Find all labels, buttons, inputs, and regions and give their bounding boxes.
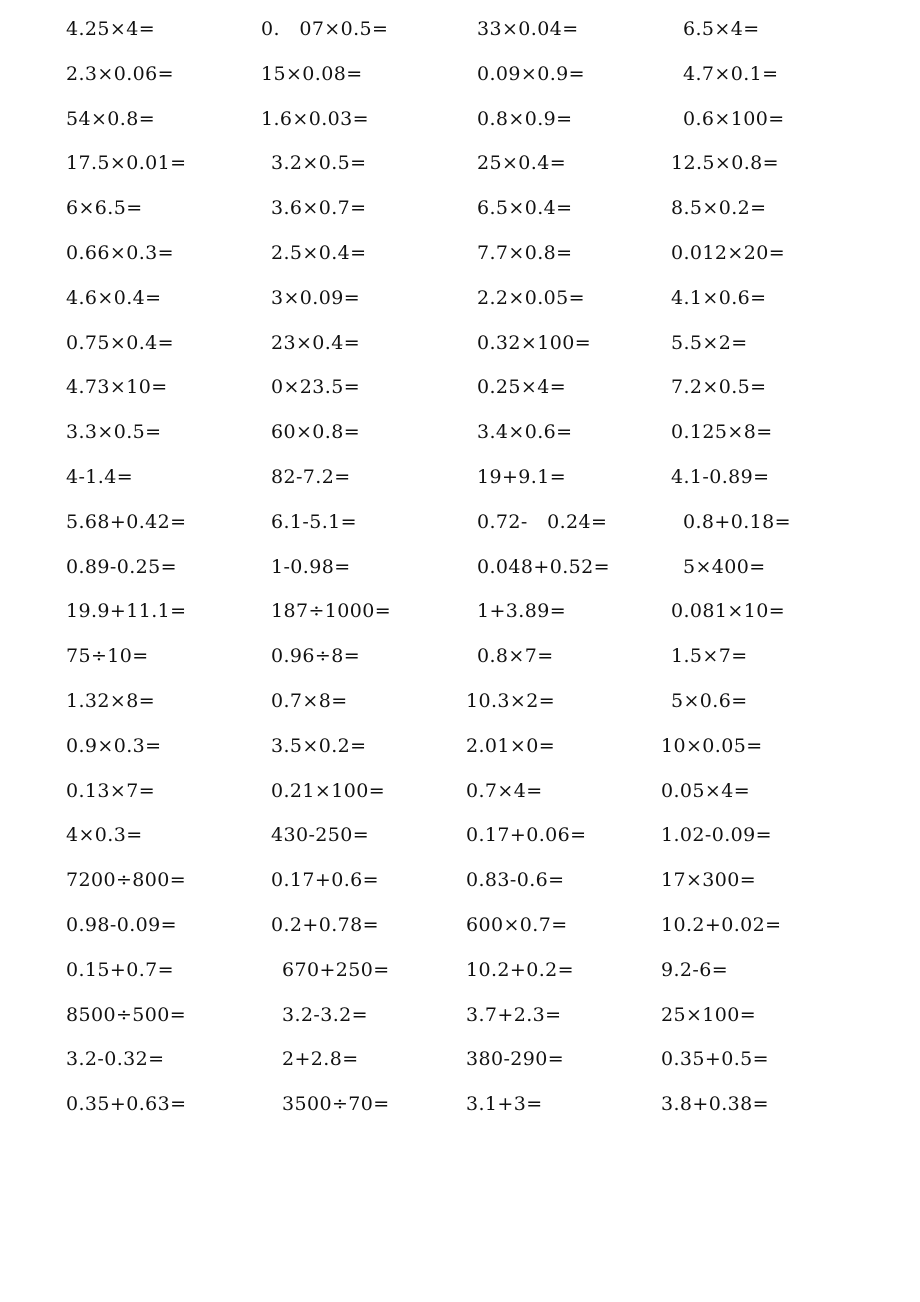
problem-row [0,59,920,89]
arithmetic-problem: 3.5×0.2= [271,734,367,757]
arithmetic-problem: 0.7×4= [466,779,543,802]
arithmetic-problem: 6.1-5.1= [271,510,357,533]
arithmetic-problem: 3.2-3.2= [282,1003,368,1026]
problem-row [0,910,920,940]
arithmetic-problem: 1.6×0.03= [261,107,369,130]
arithmetic-problem: 0.72- 0.24= [477,510,608,533]
arithmetic-problem: 0.15+0.7= [66,958,174,981]
arithmetic-problem: 3.6×0.7= [271,197,367,220]
problem-row [0,238,920,268]
arithmetic-problem: 3.7+2.3= [466,1003,562,1026]
arithmetic-problem: 187÷1000= [271,600,392,623]
arithmetic-problem: 10.2+0.02= [661,914,782,936]
arithmetic-problem: 2.5×0.4= [271,242,367,264]
arithmetic-problem: 5×400= [683,555,766,578]
problem-row [0,283,920,313]
arithmetic-problem: 0.83-0.6= [466,869,565,892]
arithmetic-problem: 4.7×0.1= [683,62,779,85]
arithmetic-problem: 82-7.2= [271,466,351,488]
arithmetic-problem: 0.012×20= [671,242,786,264]
arithmetic-problem: 4-1.4= [66,466,134,488]
arithmetic-problem: 380-290= [466,1048,565,1071]
arithmetic-problem: 600×0.7= [466,914,568,936]
arithmetic-problem: 0.09×0.9= [477,62,585,85]
arithmetic-problem: 0.7×8= [271,690,348,712]
arithmetic-problem: 4.73×10= [66,376,168,399]
arithmetic-problem: 10×0.05= [661,734,763,757]
arithmetic-problem: 1.32×8= [66,690,156,712]
problem-row [0,14,920,44]
arithmetic-problem: 5.68+0.42= [66,510,187,533]
arithmetic-problem: 3.2×0.5= [271,152,367,175]
problem-row [0,372,920,402]
arithmetic-problem: 3.1+3= [466,1093,543,1116]
problem-row [0,776,920,806]
arithmetic-problem: 2.2×0.05= [477,286,585,309]
arithmetic-problem: 6.5×0.4= [477,197,573,220]
arithmetic-problem: 7.7×0.8= [477,242,573,264]
arithmetic-problem: 10.3×2= [466,690,556,712]
arithmetic-problem: 5.5×2= [671,331,748,354]
arithmetic-problem: 670+250= [282,958,390,981]
arithmetic-problem: 60×0.8= [271,421,361,444]
problem-row [0,1000,920,1030]
problem-row [0,507,920,537]
arithmetic-problem: 0.8×0.9= [477,107,573,130]
arithmetic-problem: 0.125×8= [671,421,773,444]
arithmetic-problem: 1+3.89= [477,600,567,623]
arithmetic-problem: 0.98-0.09= [66,914,177,936]
problem-row [0,552,920,582]
arithmetic-problem: 4.1×0.6= [671,286,767,309]
arithmetic-problem: 7.2×0.5= [671,376,767,399]
arithmetic-problem: 6.5×4= [683,18,760,40]
arithmetic-problem: 33×0.04= [477,18,579,40]
arithmetic-problem: 0.66×0.3= [66,242,174,264]
problem-row [0,462,920,492]
arithmetic-problem: 0×23.5= [271,376,361,399]
arithmetic-problem: 0.96÷8= [271,645,361,668]
arithmetic-problem: 23×0.4= [271,331,361,354]
arithmetic-problem: 2+2.8= [282,1048,359,1071]
arithmetic-problem: 19+9.1= [477,466,567,488]
problem-row [0,193,920,223]
arithmetic-problem: 75÷10= [66,645,149,668]
problem-row [0,731,920,761]
arithmetic-problem: 0.8+0.18= [683,510,791,533]
arithmetic-problem: 1.02-0.09= [661,824,772,847]
problem-row [0,417,920,447]
arithmetic-problem: 0.17+0.06= [466,824,587,847]
problem-row [0,1089,920,1119]
arithmetic-problem: 0.25×4= [477,376,567,399]
problem-row [0,686,920,716]
arithmetic-problem: 25×100= [661,1003,757,1026]
problem-row [0,865,920,895]
arithmetic-problem: 0.13×7= [66,779,156,802]
arithmetic-problem: 6×6.5= [66,197,143,220]
arithmetic-problem: 12.5×0.8= [671,152,779,175]
arithmetic-problem: 0.32×100= [477,331,592,354]
arithmetic-problem: 17×300= [661,869,757,892]
arithmetic-problem: 0.21×100= [271,779,386,802]
arithmetic-problem: 3.4×0.6= [477,421,573,444]
arithmetic-problem: 3×0.09= [271,286,361,309]
arithmetic-problem: 1.5×7= [671,645,748,668]
arithmetic-problem: 0.17+0.6= [271,869,379,892]
arithmetic-problem: 0.05×4= [661,779,751,802]
arithmetic-problem: 0.75×0.4= [66,331,174,354]
arithmetic-problem: 0. 07×0.5= [261,18,389,40]
arithmetic-problem: 0.2+0.78= [271,914,379,936]
arithmetic-problem: 9.2-6= [661,958,729,981]
problem-row [0,955,920,985]
arithmetic-problem: 19.9+11.1= [66,600,187,623]
arithmetic-problem: 0.081×10= [671,600,786,623]
problem-row [0,596,920,626]
arithmetic-problem: 2.3×0.06= [66,62,174,85]
arithmetic-problem: 4.25×4= [66,18,156,40]
arithmetic-problem: 0.9×0.3= [66,734,162,757]
arithmetic-problem: 2.01×0= [466,734,556,757]
problem-row [0,328,920,358]
arithmetic-problem: 3.3×0.5= [66,421,162,444]
arithmetic-problem: 15×0.08= [261,62,363,85]
arithmetic-problem: 0.048+0.52= [477,555,610,578]
arithmetic-problem: 1-0.98= [271,555,351,578]
arithmetic-problem: 0.35+0.63= [66,1093,187,1116]
arithmetic-problem: 7200÷800= [66,869,187,892]
arithmetic-problem: 0.35+0.5= [661,1048,769,1071]
arithmetic-problem: 54×0.8= [66,107,156,130]
problem-row [0,104,920,134]
arithmetic-problem: 10.2+0.2= [466,958,574,981]
problem-row [0,820,920,850]
arithmetic-problem: 4.1-0.89= [671,466,770,488]
arithmetic-problem: 17.5×0.01= [66,152,187,175]
arithmetic-problem: 3500÷70= [282,1093,390,1116]
arithmetic-problem: 4×0.3= [66,824,143,847]
problem-row [0,148,920,178]
arithmetic-problem: 0.8×7= [477,645,554,668]
arithmetic-problem: 0.89-0.25= [66,555,177,578]
arithmetic-problem: 5×0.6= [671,690,748,712]
arithmetic-problem: 25×0.4= [477,152,567,175]
arithmetic-problem: 430-250= [271,824,370,847]
arithmetic-problem: 3.2-0.32= [66,1048,165,1071]
problem-row [0,641,920,671]
arithmetic-problem: 8.5×0.2= [671,197,767,220]
problem-row [0,1044,920,1074]
arithmetic-problem: 0.6×100= [683,107,785,130]
arithmetic-problem: 4.6×0.4= [66,286,162,309]
arithmetic-problem: 3.8+0.38= [661,1093,769,1116]
arithmetic-problem: 8500÷500= [66,1003,187,1026]
